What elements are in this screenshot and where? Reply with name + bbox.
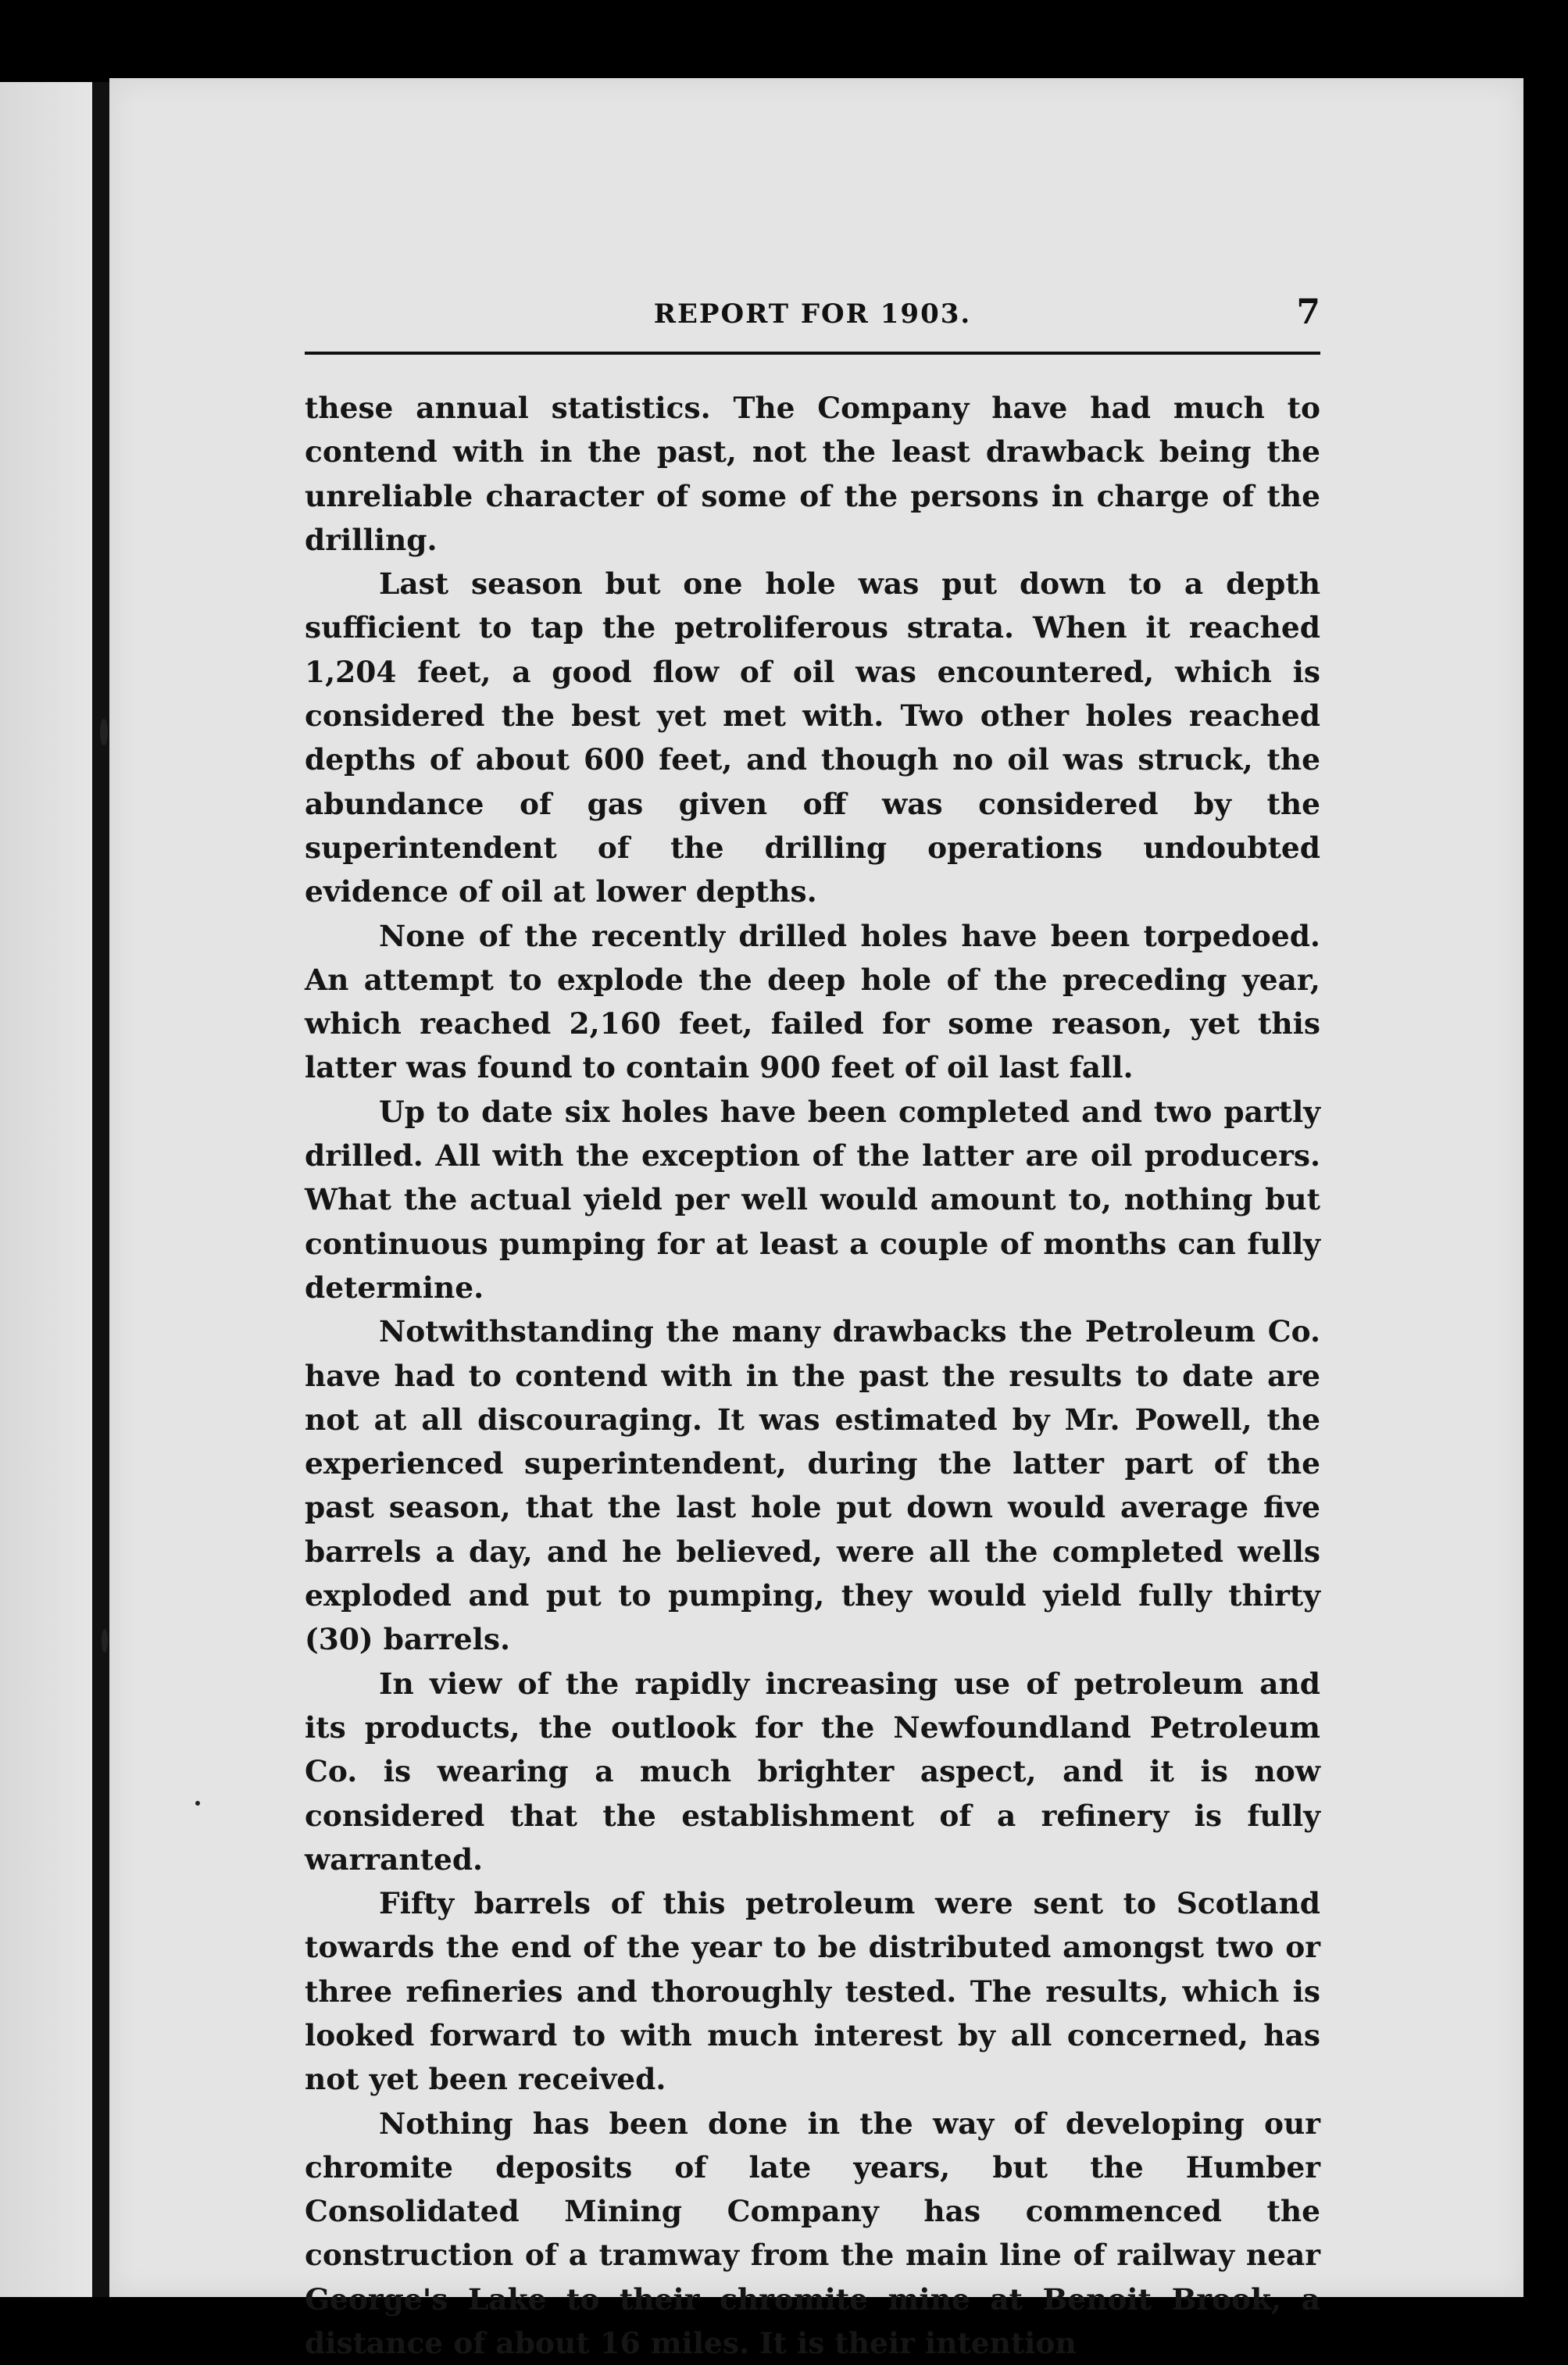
paragraph: these annual statistics. The Company have had much to contend with in the past, not the least drawback being the unreliable character of some of the persons in charge of the drilling. bbox=[305, 391, 1320, 557]
ink-speck bbox=[195, 1801, 200, 1806]
book-page bbox=[109, 78, 1523, 2361]
paragraph: Last season but one hole was put down to a depth sufficient to tap the petroliferous strata. When it reached 1,204 feet, a good flow of oil was encountered, which is considered the best yet met with. Two other holes reached depths of about 600 feet, and though no oil was struck, the abundance of gas given off was considered by the superintendent of the drilling operations undoubted evidence of oil at lower depths. bbox=[305, 566, 1320, 909]
paragraph: In view of the rapidly increasing use of petroleum and its products, the outlook for the Newfoundland Petroleum Co. is wearing a much brighter aspect, and it is now considered that the establishment of a refinery is fully warranted. bbox=[305, 1666, 1320, 1877]
paragraph: Notwithstanding the many drawbacks the Petroleum Co. have had to contend with in the past the results to date are not at all discouraging. It was estimated by Mr. Powell, the experienced superintendent, during the latter part of the past season, that the last hole put down would average five barrels a day, and he believed, were all the completed wells exploded and put to pumping, they would yield fully thirty (30) barrels. bbox=[305, 1314, 1320, 1657]
paragraph: Nothing has been done in the way of developing our chromite deposits of late years, but the Humber Consolidated Mining Company has commenced the construction of a tramway from the main line of railway near George's Lake to their chromite mine at Benoit Brook, a distance of about 16 miles. It is their intention bbox=[305, 2106, 1320, 2361]
book-spine bbox=[92, 82, 109, 2297]
facing-page-edge bbox=[0, 82, 94, 2297]
ink-speck bbox=[102, 1629, 108, 1652]
paragraph: Fifty barrels of this petroleum were sent to Scotland towards the end of the year to be distributed amongst two or three refineries and thoroughly tested. The results, which is looked forward to with much interest by all concerned, has not yet been received. bbox=[305, 1886, 1320, 2097]
page-number: 7 bbox=[1296, 292, 1320, 332]
paragraph: None of the recently drilled holes have been torpedoed. An attempt to explode the deep hole of the preceding year, which reached 2,160 feet, failed for some reason, yet this latter was found to contain 900 feet of oil last fall. bbox=[305, 918, 1320, 1085]
running-title: REPORT FOR 1903. bbox=[653, 298, 972, 330]
text-block bbox=[305, 289, 1320, 2365]
ink-speck bbox=[100, 719, 108, 745]
paragraph: Up to date six holes have been completed and two partly drilled. All with the exception of the latter are oil producers. What the actual yield per well would amount to, nothing but continuous pumping for at least a couple of months can fully determine. bbox=[305, 1094, 1320, 1305]
running-head bbox=[305, 289, 1320, 355]
body-text bbox=[305, 386, 1320, 2365]
